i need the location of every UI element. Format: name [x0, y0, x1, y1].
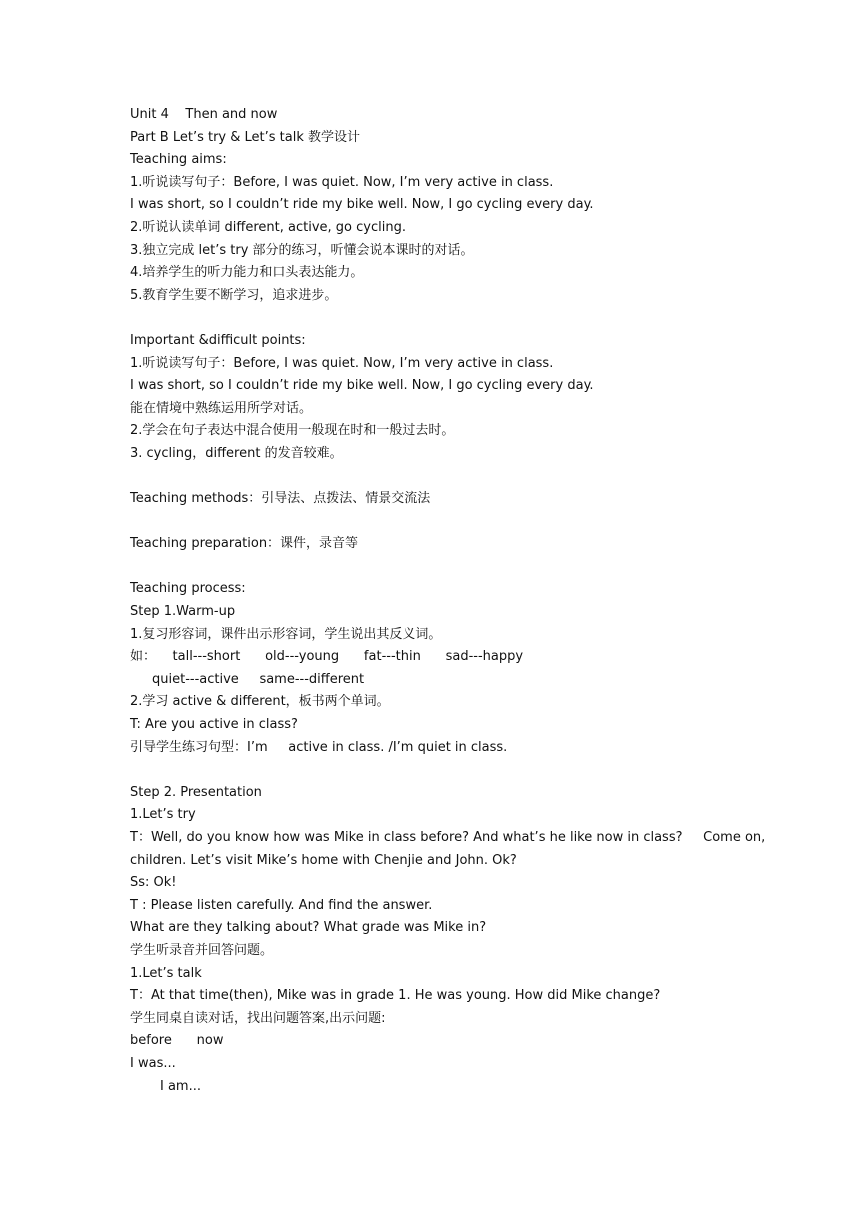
process-heading: Teaching process:	[130, 581, 246, 597]
step1-heading: Step 1.Warm-up	[130, 604, 236, 620]
step1-line: 1.复习形容词，课件出示形容词，学生说出其反义词。	[130, 626, 442, 642]
lesson-subtitle: Part B Let’s try & Let’s talk 教学设计	[130, 129, 361, 145]
points-line: I was short, so I couldn’t ride my bike well. Now, I go cycling every day.	[130, 378, 594, 394]
blank-line	[130, 466, 750, 489]
aims-line: 1.听说读写句子：Before, I was quiet. Now, I’m very active in class.	[130, 174, 554, 190]
points-heading: Important &difficult points:	[130, 332, 306, 348]
blank-line	[130, 556, 750, 579]
step1-line: 如： tall---short old---young fat---thin sad---happy	[130, 649, 524, 665]
step1-line: 引导学生练习句型：I’m active in class. /I’m quiet in class.	[130, 739, 508, 755]
points-line: 2.学会在句子表达中混合使用一般现在时和一般过去时。	[130, 423, 455, 439]
blank-line	[130, 759, 750, 782]
step2-line: T：Well, do you know how was Mike in class before? And what’s he like now in class? Come on,	[130, 830, 766, 845]
aims-line: 5.教育学生要不断学习，追求进步。	[130, 287, 338, 303]
document-body	[130, 104, 766, 1098]
step2-line: I am...	[160, 1078, 201, 1094]
step2-heading: Step 2. Presentation	[130, 784, 262, 800]
blank-line	[130, 511, 750, 534]
step1-line: quiet---active same---different	[152, 671, 365, 687]
aims-heading: Teaching aims:	[130, 152, 227, 168]
aims-line: 3.独立完成 let’s try 部分的练习，听懂会说本课时的对话。	[130, 242, 474, 258]
step2-line: T : Please listen carefully. And find the answer.	[130, 897, 433, 913]
step2-line: Ss: Ok!	[130, 875, 177, 891]
aims-line: 4.培养学生的听力能力和口头表达能力。	[130, 265, 364, 281]
step2-line: children. Let’s visit Mike’s home with Chenjie and John. Ok?	[130, 852, 517, 868]
step1-line: T: Are you active in class?	[130, 717, 298, 733]
unit-title: Unit 4 Then and now	[130, 107, 278, 122]
step1-line: 2.学习 active & different，板书两个单词。	[130, 694, 390, 710]
points-line: 1.听说读写句子：Before, I was quiet. Now, I’m very active in class.	[130, 355, 554, 371]
aims-line: 2.听说认读单词 different, active, go cycling.	[130, 219, 406, 235]
step2-line: 1.Let’s try	[130, 807, 196, 823]
step2-line: 1.Let’s talk	[130, 965, 202, 981]
points-line: 3. cycling，different 的发音较难。	[130, 445, 343, 461]
aims-line: I was short, so I couldn’t ride my bike well. Now, I go cycling every day.	[130, 197, 594, 213]
points-line: 能在情境中熟练运用所学对话。	[130, 400, 313, 416]
blank-line	[130, 307, 750, 330]
teaching-preparation: Teaching preparation：课件，录音等	[130, 536, 359, 552]
step2-line: 学生听录音并回答问题。	[130, 942, 274, 958]
step2-line: before now	[130, 1033, 224, 1049]
step2-line: What are they talking about? What grade was Mike in?	[130, 920, 487, 936]
step2-line: 学生同桌自读对话，找出问题答案,出示问题:	[130, 1010, 386, 1026]
step2-line: T：At that time(then), Mike was in grade 1. He was young. How did Mike change?	[130, 988, 661, 1004]
step2-line: I was...	[130, 1055, 176, 1071]
teaching-methods: Teaching methods：引导法、点拨法、情景交流法	[130, 491, 431, 507]
